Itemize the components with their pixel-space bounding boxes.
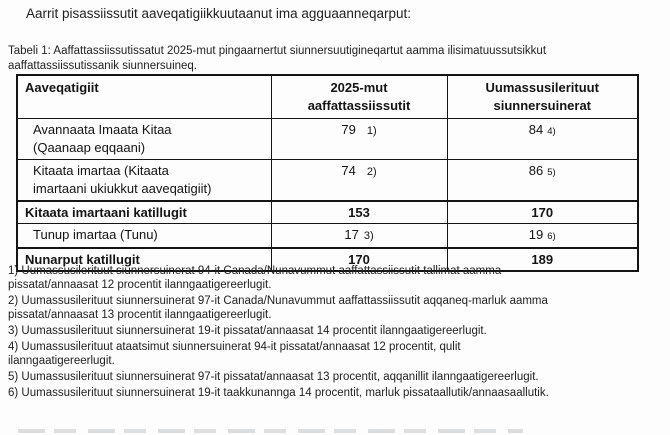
quota-value: 153: [348, 205, 370, 220]
footnote-5: 5) Uumassusilerituut siunnersuinerat 97-it pissatat/annaasat 13 procentit, aqqanillit ilanngaatigereerlugit.: [8, 371, 539, 383]
footnote-marker: 1): [366, 124, 377, 137]
table-row-subtotal: [17, 201, 638, 224]
table-row: [17, 159, 638, 201]
quota-table: [16, 74, 639, 272]
advice-value-cell: [447, 201, 638, 224]
advice-value-cell: [447, 224, 638, 249]
quota-value: 79: [341, 121, 356, 137]
row-label: Tunup imartaa (Tunu): [17, 224, 271, 249]
cutoff-text-line: [18, 429, 523, 433]
quota-value-cell: [271, 224, 447, 249]
footnote-marker: 6): [547, 231, 556, 242]
quota-value-cell: [271, 118, 447, 159]
table-caption-line-2: aaffattassiissutissanik siunnersuineq.: [8, 60, 198, 72]
footnote-marker: 5): [547, 166, 556, 178]
quota-value-cell: [271, 159, 447, 201]
footnote-6: 6) Uumassusilerituut siunnersuinerat 19-it taakkunannga 14 procentit, marluk pissataallutik/annaasaallutik.: [8, 387, 549, 399]
advice-value: 84: [528, 121, 544, 137]
advice-value: 189: [531, 252, 554, 267]
quota-value: 170: [348, 252, 370, 267]
footnote-marker: 3): [363, 230, 374, 242]
table-caption-line-1: Tabeli 1: Aaffattassiissutissatut 2025-mut pingaarnertut siunnersuutigineqartut aamma ilisimatuussutsikkut: [8, 45, 547, 57]
advice-value: 86: [528, 162, 544, 178]
advice-value-cell: [447, 118, 638, 159]
row-label: Nunarput katillugit: [17, 248, 271, 271]
table-row: [17, 224, 638, 249]
footnote-marker: 2): [366, 165, 377, 178]
advice-value: 170: [531, 205, 554, 220]
header-cell-biological-advice: Uumassusilerituut siunnersuinerat: [447, 75, 638, 118]
footnote-marker: 4): [547, 125, 556, 137]
table-caption: [8, 44, 638, 74]
header-cell-quota: 2025-mut aaffattassiissutit: [271, 75, 447, 118]
quota-value: 74: [341, 162, 356, 178]
intro-text: Aarrit pisassiissutit aaveqatigiikkuutaanut ima agguaanneqarput:: [26, 6, 411, 21]
advice-value: 19: [528, 227, 544, 242]
footnote-3: 3) Uumassusilerituut siunnersuinerat 19-it pissatat/annaasat 14 procentit ilanngaatigereerlugit.: [8, 325, 487, 337]
footnote-1: 1) Uumassusilerituut siunnersuinerat 94-it Canada/Nunavummut aaffattassiissutit tallimat aamma pissatat/annaasat 12 procentit ilanngaatigereerlugit.: [8, 265, 502, 291]
quota-value: 17: [344, 227, 359, 242]
row-label: Kitaata imartaani katillugit: [17, 201, 271, 224]
header-cell-groups: Aaveqatigiit: [17, 75, 271, 118]
advice-value-cell: [447, 159, 638, 201]
footnotes: [8, 264, 630, 402]
table-row: [17, 118, 638, 159]
row-label: Kitaata imartaa (Kitaata imartaani ukiukkut aaveqatigiit): [17, 159, 271, 201]
footnote-2: 2) Uumassusilerituut siunnersuinerat 97-it Canada/Nunavummut aaffattassiissutit aqqaneq-marluk aamma pissatat/annaasat 13 procentit ilanngaatigereerlugit.: [8, 295, 548, 321]
quota-value-cell: [271, 201, 447, 224]
row-label: Avannaata Imaata Kitaa (Qaanaap eqqaani): [17, 118, 271, 159]
table-header-row: [17, 75, 638, 118]
footnote-4: 4) Uumassusilerituut ataatsimut siunnersuinerat 94-it pissatat/annaasat 12 procentit, qulit ilanngaatigereerlugit.: [8, 341, 461, 367]
